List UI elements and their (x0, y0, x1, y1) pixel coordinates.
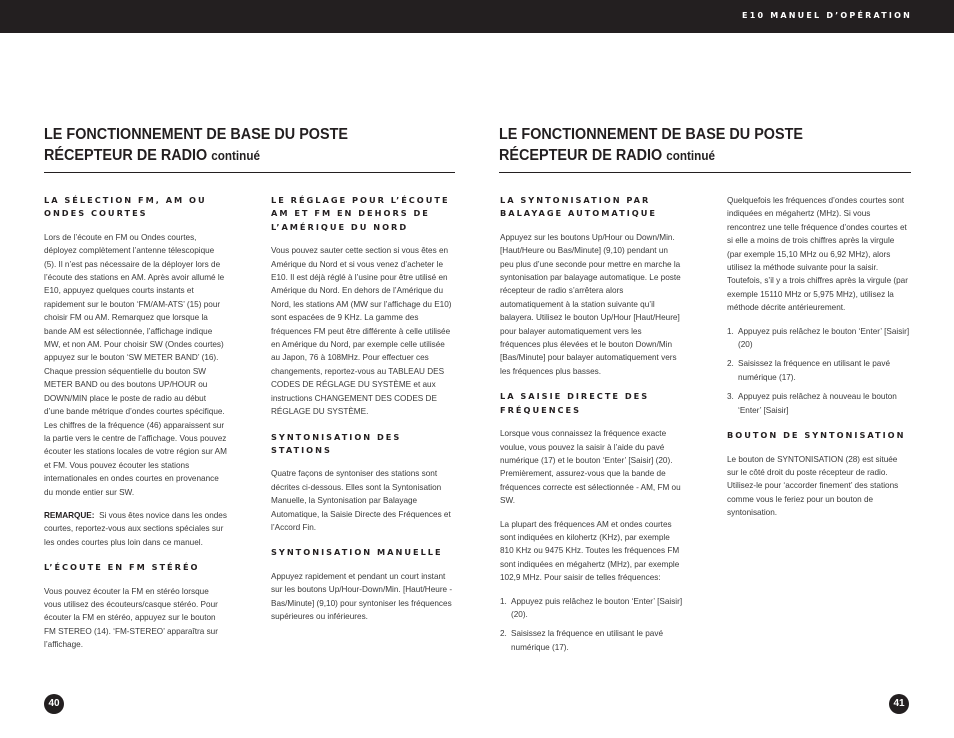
paragraph-frequency-units: La plupart des fréquences AM et ondes courtes sont indiquées en kilohertz (KHz), par exemple 810 KHz ou 9475 KHz. Toutes les fréquences FM sont indiquées en mégahertz (MHz), par exemple 102,9 MHz. Pour saisir de telles fréquences: (500, 519, 680, 583)
list-item (727, 325, 910, 352)
shortwave-entry-steps (727, 325, 910, 417)
list-number: 3. (727, 392, 734, 402)
right-column-1 (500, 194, 683, 662)
left-title-continued: continué (211, 148, 260, 163)
paragraph-auto-scan: Appuyez sur les boutons Up/Hour ou Down/Min. [Haut/Heure ou Bas/Minute] (9,10) pendant un peu plus d’une seconde pour mettre en marche la syntonisation par balayage automatique. Le poste récepteur de radio s’arrêtera alors automatiquement à la station suivante qu’il balayera. Utilisez le bouton Up/Hour [Haut/Heure] pour balayer automatiquement vers les fréquences plus élevées et le bouton Down/Min [Bas/Minute] pour balayer automatiquement vers les fréquences plus basses. (500, 232, 681, 376)
list-text: Appuyez puis relâchez le bouton ‘Enter’ [Saisir] (20) (738, 326, 910, 350)
list-text: Saisissez la fréquence en utilisant le pavé numérique (17). (738, 359, 891, 382)
right-title-continued: continué (666, 148, 715, 163)
left-title-line2 (44, 145, 415, 166)
right-column-2 (727, 194, 910, 530)
page-number-right: 41 (889, 694, 909, 714)
list-number: 1. (500, 596, 507, 606)
section-heading-fm-stereo: L’ÉCOUTE EN FM STÉRÉO (44, 562, 200, 573)
paragraph-fm-stereo: Vous pouvez écouter la FM en stéréo lorsque vous utilisez des écouteurs/casque stéréo. Pour écouter la FM en stéréo, appuyez sur le bouton FM STEREO (14). ‘FM-STEREO’ apparaîtra sur l’affichage. (44, 586, 218, 650)
left-page-title (44, 124, 415, 166)
left-title-line1: LE FONCTIONNEMENT DE BASE DU POSTE (44, 126, 349, 143)
left-column-1 (44, 194, 227, 662)
paragraph-manual-tuning: Appuyez rapidement et pendant un court instant sur les boutons Up/Hour-Down/Min. [Haut/Heure - Bas/Minute] (9,10) pour syntoniser les fréquences supérieures ou inférieures. (271, 571, 453, 621)
right-title-line2 (499, 145, 870, 166)
list-number: 1. (727, 326, 734, 336)
list-number: 2. (500, 629, 507, 639)
right-title-line1: LE FONCTIONNEMENT DE BASE DU POSTE (499, 126, 804, 143)
remark-text: Si vous êtes novice dans les ondes courtes, reportez-vous aux sections spéciales sur les ondes courtes plus loin dans ce manuel. (44, 510, 227, 547)
left-column-2 (271, 194, 454, 633)
list-number: 2. (727, 359, 734, 369)
section-heading-direct-entry: LA SAISIE DIRECTE DES FRÉQUENCES (500, 391, 650, 415)
section-heading-am-fm-selection: LA SÉLECTION FM, AM OU ONDES COURTES (44, 195, 207, 219)
list-item (727, 390, 910, 417)
list-item (500, 595, 683, 622)
left-title-rule (44, 172, 455, 173)
running-head: E10 MANUEL D’OPÉRATION (742, 11, 912, 20)
paragraph-tuning-stations: Quatre façons de syntoniser des stations sont décrites ci-dessous. Elles sont la Syntonisation Manuelle, la Syntonisation par Balayage Automatique, la Saisie Directe des Fréquences et l’Accord Fin. (271, 469, 451, 532)
direct-entry-steps (500, 595, 683, 655)
list-item (500, 627, 683, 654)
section-heading-outside-north-america: LE RÉGLAGE POUR L’ÉCOUTE AM ET FM EN DEHORS DE L’AMÉRIQUE DU NORD (271, 195, 450, 232)
right-title-line2-text: RÉCEPTEUR DE RADIO (499, 147, 663, 164)
section-heading-tuning-knob: BOUTON DE SYNTONISATION (727, 430, 906, 441)
list-item (727, 357, 910, 384)
paragraph-tuning-knob: Le bouton de SYNTONISATION (28) est située sur le côté droit du poste récepteur de radio. Utilisez-le pour ‘accorder finement’ des stations comme vous le feriez pour un bouton de syntonisation. (727, 454, 899, 518)
right-page-title (499, 124, 870, 166)
list-text: Appuyez puis relâchez le bouton ‘Enter’ [Saisir] (20). (511, 596, 683, 619)
list-text: Saisissez la fréquence en utilisant le pavé numérique (17). (511, 629, 664, 652)
remark-paragraph (44, 509, 227, 549)
right-title-rule (499, 172, 911, 173)
section-heading-manual-tuning: SYNTONISATION MANUELLE (271, 547, 443, 558)
remark-label: REMARQUE: (44, 510, 95, 520)
section-heading-tuning-stations: SYNTONISATION DES STATIONS (271, 431, 402, 455)
paragraph-outside-north-america: Vous pouvez sauter cette section si vous êtes en Amérique du Nord et si vous venez d’acheter le E10. Il est déjà réglé à l’usine pour être utilisé en Amérique du Nord. En dehors de l’Amérique du Nord, les stations AM (MW sur l’affichage du E10) sont espacées de 9 KHz. La gamme des fréquences FM peut être différente à celle utilisée en Amérique du Nord, par exemple celle utilisée au Japon, 76 à 108MHz. Pour effectuer ces changements, reportez-vous au TABLEAU DES CODES DE RÉGLAGE DU SYSTÈME et aux instructions CHANGEMENT DES CODES DE RÉGLAGE DU SYSTÈME. (271, 246, 452, 417)
list-text: Appuyez puis relâchez à nouveau le bouton ‘Enter’ [Saisir] (738, 392, 897, 415)
paragraph-direct-entry: Lorsque vous connaissez la fréquence exacte voulue, vous pouvez la saisir à l’aide du pavé numérique (17) et le bouton ‘Enter’ [Saisir] (20). Premièrement, assurez-vous que la bande de fréquences correcte est sélectionnée - AM, FM ou SW. (500, 429, 681, 506)
paragraph-am-fm-selection: Lors de l’écoute en FM ou Ondes courtes, déployez complètement l’antenne télescopique (5). Il n’est pas nécessaire de la déployer lors de l’écoute des stations en AM. Après avoir allumé le E10, appuyez quelques courts instants et rapidement sur le bouton ‘FM/AM-ATS’ (15) pour choisir FM ou AM. Remarquez que lorsque la bande AM est sélectionnée, l’affichage indique MW, et non AM. Pour choisir SW (Ondes courtes) appuyez sur le bouton ‘SW METER BAND’ (16). Chaque pression séquentielle du bouton SW METER BAND ou des boutons UP/HOUR ou DOWN/MIN place le poste de radio au début d’une bande métrique d’ondes courtes spécifique. Les chiffres de la fréquence (46) apparaissent sur la partie vers le centre de l’affichage. Vous pouvez écouter les stations locales de votre région sur AM et FM. Vous pouvez écouter les stations internationales en ondes courtes en provenance du monde entier sur SW. (44, 232, 227, 497)
page-number-left: 40 (44, 694, 64, 714)
section-heading-auto-scan: LA SYNTONISATION PAR BALAYAGE AUTOMATIQUE (500, 195, 657, 219)
paragraph-shortwave-mhz: Quelquefois les fréquences d’ondes courtes sont indiquées en mégahertz (MHz). Si vous rencontrez une telle fréquence d’ondes courtes et si elle a moins de trois chiffres après la virgule (par exemple 15,10 MHz ou 6,92 MHz), alors utilisez la méthode suivante pour la saisir. Toutefois, s’il y a trois chiffres après la virgule (par exemple 15110 MHz or 5,975 MHz), utilisez la méthode décrite antérieurement. (727, 196, 908, 313)
header-bar (0, 0, 954, 33)
left-title-line2-text: RÉCEPTEUR DE RADIO (44, 147, 208, 164)
